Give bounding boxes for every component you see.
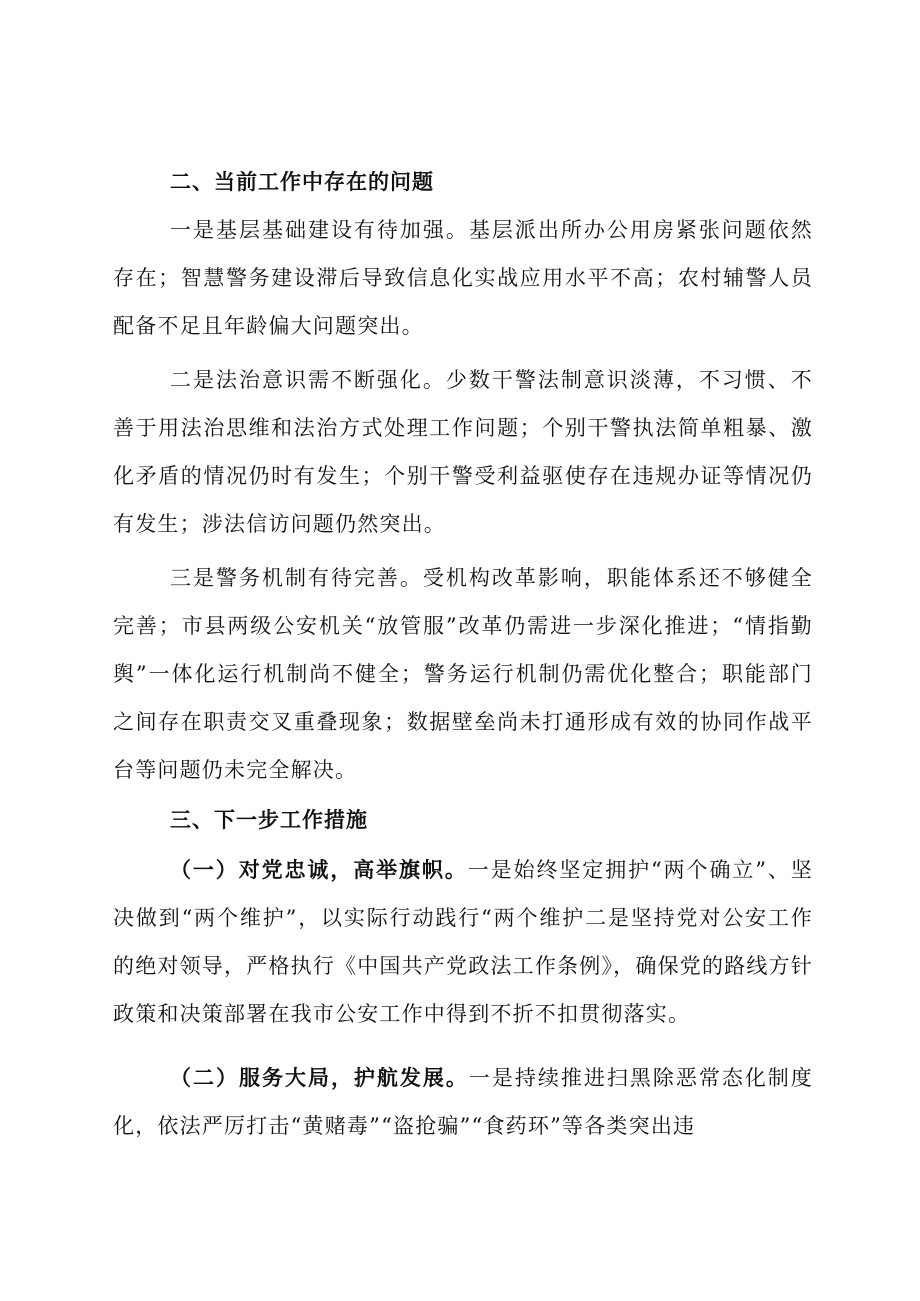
- paragraph-problem-3: 三是警务机制有待完善。受机构改革影响，职能体系还不够健全完善；市县两级公安机关“放管服”改革仍需进一步深化推进；“情指勤舆”一体化运行机制尚不健全；警务运行机制仍需优化整合；职能部门之间存在职责交叉重叠现象；数据壁垒尚未打通形成有效的协同作战平台等问题仍未完全解决。: [113, 566, 813, 782]
- paragraph-problem-1: 一是基层基础建设有待加强。基层派出所办公用房紧张问题依然存在；智慧警务建设滞后导致信息化实战应用水平不高；农村辅警人员配备不足且年龄偏大问题突出。: [113, 218, 813, 338]
- measure-1-title: （一）对党忠诚，高举旗帜。: [170, 858, 468, 882]
- paragraph-measure-2: [113, 1054, 813, 1150]
- section-heading-measures: 三、下一步工作措施: [170, 808, 368, 832]
- measure-1-body: 一是始终坚定拥护“两个确立”、坚决做到“两个维护”，以实际行动践行“两个维护二是坚持党对公安工作的绝对领导，严格执行《中国共产党政法工作条例》，确保党的路线方针政策和决策部署在我市公安工作中得到不折不扣贯彻落实。: [113, 858, 813, 1026]
- measure-2-title: （二）服务大局，护航发展。: [170, 1066, 469, 1090]
- measure-2-body: 一是持续推进扫黑除恶常态化制度化，依法严厉打击“黄赌毒”“盗抢骗”“食药环”等各类突出违: [113, 1066, 813, 1138]
- document-body: [113, 158, 813, 1150]
- section-heading-problems: 二、当前工作中存在的问题: [170, 170, 434, 194]
- paragraph-measure-1: [113, 846, 813, 1038]
- paragraph-problem-2: 二是法治意识需不断强化。少数干警法制意识淡薄，不习惯、不善于用法治思维和法治方式处理工作问题；个别干警执法简单粗暴、激化矛盾的情况仍时有发生；个别干警受利益驱使存在违规办证等情况仍有发生；涉法信访问题仍然突出。: [113, 368, 813, 536]
